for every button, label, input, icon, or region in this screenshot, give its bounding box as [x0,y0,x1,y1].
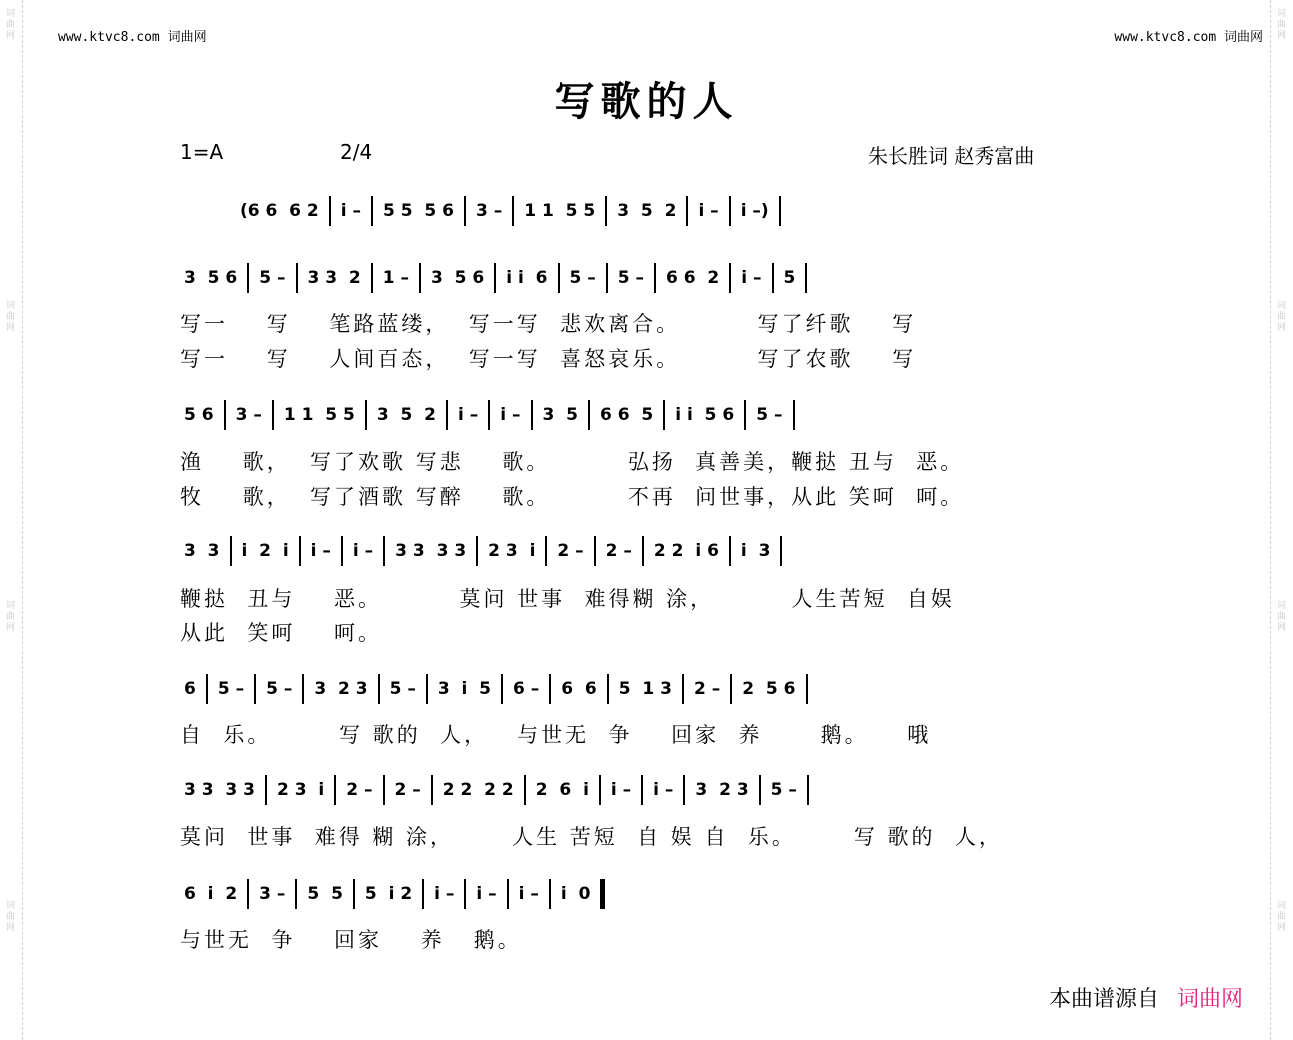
bar-line [807,775,809,805]
measure: 2 6 i [535,780,589,800]
right-watermark-strip [1270,0,1293,1040]
side-watermark: 词曲网 [4,8,14,41]
bar-line [488,400,490,430]
bar-line [549,879,551,909]
notation-row [180,876,611,912]
lyric-line: 牧 歌， 写了酒歌 写醉 歌。 不再 问世事，从此 笑呵 呵。 [180,485,965,509]
measure: i – [518,884,539,904]
measure: 6 6 5 [600,405,654,425]
time-signature: 2/4 [340,140,373,164]
measure: 5 – [569,268,596,288]
measure: 5 – [756,405,783,425]
notation-row [180,260,813,296]
bar-line [663,400,665,430]
bar-line [247,879,249,909]
bar-line [607,674,609,704]
bar-line [422,879,424,909]
side-watermark: 词曲网 [1275,8,1285,41]
bar-line [419,263,421,293]
measure: 2 – [694,679,721,699]
measure: 2 – [605,541,632,561]
measure: 3 i 5 [437,679,492,699]
notation-row [180,533,788,569]
bar-line [729,263,731,293]
bar-line [729,536,731,566]
bar-line [588,400,590,430]
measure: 5 [783,268,796,288]
key-signature: 1=A [180,140,224,164]
bar-line [558,263,560,293]
measure: 3 – [235,405,262,425]
measure: 5 5 5 6 [383,201,455,221]
measure: 3 5 6 [431,268,485,288]
bar-line [371,263,373,293]
measure: i – [340,201,362,221]
measure: 5 – [266,679,293,699]
measure: i – [352,541,374,561]
measure: (6 6 6 2 [240,201,319,221]
bar-line [446,400,448,430]
measure: 2 – [394,780,421,800]
bar-line [464,196,466,226]
bar-line [295,879,297,909]
measure: 5 – [217,679,245,699]
bar-line [805,263,807,293]
measure: 1 – [382,268,409,288]
bar-line [600,879,605,909]
bar-line [247,263,249,293]
bar-line [383,536,385,566]
side-watermark: 词曲网 [4,600,14,633]
lyric-line: 从此 笑呵 呵。 [180,621,383,645]
bar-line [549,674,551,704]
measure: i – [458,405,479,425]
bar-line [378,674,380,704]
measure: 3 2 3 [695,780,749,800]
bar-line [353,879,355,909]
bar-line [224,400,226,430]
lyric-line: 写一 写 人间百态， 写一写 喜怒哀乐。 写了农歌 写 [180,347,917,371]
bar-line [507,879,509,909]
left-watermark-strip [0,0,23,1040]
bar-line [426,674,428,704]
bar-line [431,775,433,805]
measure: i –) [740,201,769,221]
source-credit [1049,982,1243,1013]
site-url-left: www.ktvc8.com 词曲网 [58,30,207,45]
song-credit: 朱长胜词 赵秀富曲 [868,144,1035,168]
measure: 2 3 i [277,780,325,800]
site-url-right: www.ktvc8.com 词曲网 [1114,30,1263,45]
bar-line [329,196,331,226]
bar-line [512,196,514,226]
bar-line [744,400,746,430]
notation-row [180,397,801,433]
bar-line [683,775,685,805]
measure: 3 3 3 3 [184,780,255,800]
measure: i – [310,541,331,561]
bar-line [501,674,503,704]
measure: i – [741,268,762,288]
bar-line [524,775,526,805]
measure: 3 5 [542,405,578,425]
measure: i 2 i [241,541,289,561]
measure: i i 5 6 [675,405,735,425]
bar-line [594,536,596,566]
measure: i i 6 [506,268,548,288]
measure: 6 i 2 [184,884,238,904]
bar-line [780,536,782,566]
measure: i – [653,780,674,800]
bar-line [296,263,298,293]
notation-row [180,671,814,707]
bar-line [606,263,608,293]
bar-line [302,674,304,704]
song-title: 写歌的人 [554,78,739,125]
bar-line [605,196,607,226]
lyric-line: 写一 写 笔路蓝缕， 写一写 悲欢离合。 写了纤歌 写 [180,312,917,336]
bar-line [686,196,688,226]
measure: 5 – [617,268,644,288]
side-watermark: 词曲网 [1275,900,1285,933]
measure: i – [610,780,632,800]
measure: 3 3 2 [307,268,361,288]
measure: i – [434,884,455,904]
lyric-line: 渔 歌， 写了欢歌 写悲 歌。 弘扬 真善美，鞭挞 丑与 恶。 [180,450,965,474]
bar-line [254,674,256,704]
bar-line [642,536,644,566]
measure: 3 5 2 [376,405,436,425]
bar-line [476,536,478,566]
measure: 5 – [389,679,416,699]
bar-line [365,400,367,430]
notation-row [236,193,787,229]
measure: i – [500,405,521,425]
measure: 2 2 i 6 [653,541,719,561]
measure: 6 6 2 [666,268,720,288]
measure: 5 – [770,780,797,800]
notation-row [180,772,815,808]
measure: i 0 [560,884,591,904]
measure: 1 1 5 5 [524,201,596,221]
bar-line [383,775,385,805]
bar-line [545,536,547,566]
bar-line [793,400,795,430]
side-watermark: 词曲网 [4,900,14,933]
measure: 2 5 6 [742,679,796,699]
measure: 3 3 [184,541,220,561]
lyric-line: 与世无 争 回家 养 鹅。 [180,928,522,952]
measure: 3 3 3 3 [395,541,467,561]
measure: 6 6 [561,679,597,699]
measure: 3 5 6 [184,268,238,288]
source-brand: 词曲网 [1176,987,1243,1012]
measure: 5 i 2 [364,884,413,904]
measure: i – [698,201,719,221]
bar-line [759,775,761,805]
measure: 2 – [346,780,373,800]
measure: 6 – [513,679,540,699]
bar-line [230,536,232,566]
bar-line [531,400,533,430]
lyric-line: 自 乐。 写 歌的 人， 与世无 争 回家 养 鹅。 哦 [180,723,932,747]
source-label: 本曲谱源自 [1048,987,1159,1012]
measure: 5 – [259,268,286,288]
measure: i – [476,884,497,904]
measure: 3 2 3 [314,679,368,699]
side-watermark: 词曲网 [4,300,14,333]
side-watermark: 词曲网 [1275,600,1285,633]
measure: 3 – [476,201,503,221]
bar-line [206,674,208,704]
bar-line [806,674,808,704]
bar-line [779,196,781,226]
bar-line [494,263,496,293]
measure: 3 – [259,884,286,904]
bar-line [654,263,656,293]
bar-line [334,775,336,805]
bar-line [772,263,774,293]
measure: 5 6 [184,405,214,425]
measure: 6 [184,679,196,699]
measure: 2 – [557,541,584,561]
bar-line [641,775,643,805]
measure: 5 5 [307,884,343,904]
measure: 1 1 5 5 [283,405,355,425]
bar-line [272,400,274,430]
measure: 5 1 3 [618,679,673,699]
lyric-line: 莫问 世事 难得 糊 涂， 人生 苦短 自 娱 自 乐。 写 歌的 人， [180,825,1003,849]
bar-line [729,196,731,226]
measure: 2 2 2 2 [442,780,514,800]
bar-line [265,775,267,805]
bar-line [341,536,343,566]
bar-line [599,775,601,805]
measure: i 3 [740,541,771,561]
lyric-line: 鞭挞 丑与 恶。 莫问 世事 难得糊 涂， 人生苦短 自娱 [180,587,955,611]
bar-line [464,879,466,909]
bar-line [299,536,301,566]
measure: 3 5 2 [617,201,677,221]
bar-line [682,674,684,704]
measure: 2 3 i [488,541,536,561]
bar-line [371,196,373,226]
side-watermark: 词曲网 [1275,300,1285,333]
bar-line [730,674,732,704]
